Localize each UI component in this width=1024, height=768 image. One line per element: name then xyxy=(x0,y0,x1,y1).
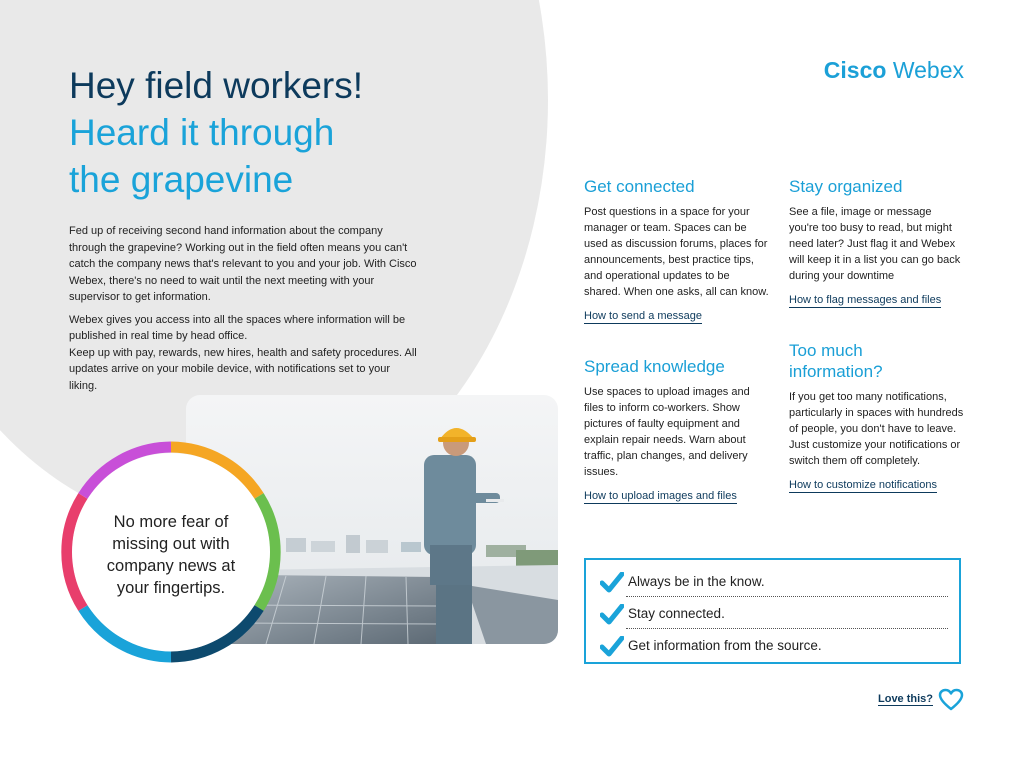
section-get-connected xyxy=(584,176,769,324)
intro-paragraph-3: Keep up with pay, rewards, new hires, health and safety procedures. All updates arrive on your mobile device, with notifications set to your liking. xyxy=(69,346,417,392)
cisco-webex-logo xyxy=(824,57,964,84)
upload-files-link[interactable]: How to upload images and files xyxy=(584,490,737,502)
customize-notifications-link[interactable]: How to customize notifications xyxy=(789,479,937,491)
checklist-panel xyxy=(584,558,961,664)
check-icon xyxy=(600,636,624,658)
section-too-much-information xyxy=(789,340,964,493)
heart-icon[interactable] xyxy=(938,688,964,712)
send-message-link[interactable]: How to send a message xyxy=(584,310,703,322)
section-body: See a file, image or message you're too busy to read, but might need later? Just flag it and Webex will keep it in a list you can go back during your downtime xyxy=(789,206,961,282)
section-body: If you get too many notifications, particularly in spaces with hundreds of people, you don't have to leave. Just customize your notifications or switch them off completely. xyxy=(789,391,964,467)
section-title: Spread knowledge xyxy=(584,357,725,376)
section-stay-organized xyxy=(789,176,964,308)
flag-messages-link[interactable]: How to flag messages and files xyxy=(789,294,942,306)
headline-line-3: the grapevine xyxy=(69,159,294,200)
section-title: Get connected xyxy=(584,177,695,196)
checklist-text: Stay connected. xyxy=(628,606,725,621)
headline-line-1: Hey field workers! xyxy=(69,65,364,106)
checklist-text: Always be in the know. xyxy=(628,574,765,589)
check-icon xyxy=(600,572,624,594)
checklist-item xyxy=(600,568,950,596)
page-headline xyxy=(69,62,363,203)
intro-paragraph-2: Webex gives you access into all the spaces where information will be published in real time by head office. xyxy=(69,313,406,342)
logo-brand: Cisco xyxy=(823,57,887,83)
callout-text: No more fear of missing out with company news at your fingertips. xyxy=(106,513,236,597)
headline-line-2: Heard it through xyxy=(69,112,335,153)
intro-text xyxy=(69,223,419,400)
section-title: Stay organized xyxy=(789,177,903,196)
section-body: Post questions in a space for your manager or team. Spaces can be used as discussion forums, places for announcements, best practice tips, and operational updates to be shared. When one asks, all can know. xyxy=(584,206,769,298)
love-this-label[interactable]: Love this? xyxy=(878,693,934,705)
check-icon xyxy=(600,604,624,626)
logo-product: Webex xyxy=(892,57,964,83)
intro-paragraph-1: Fed up of receiving second hand information about the company through the grapevine? Working out in the field often means you can't catch the company news that's relevant to you and your job. With Cisco Webex, there's no need to wait until the next meeting with your supervisor to get information. xyxy=(69,225,417,303)
checklist-item xyxy=(600,600,950,628)
section-spread-knowledge xyxy=(584,356,769,504)
divider xyxy=(626,628,948,629)
section-title: Too much information? xyxy=(789,341,883,381)
divider xyxy=(626,596,948,597)
section-body: Use spaces to upload images and files to inform co-workers. Show pictures of faulty equipment and explain repair needs. Warn about traffic, plan changes, and delivery issues. xyxy=(584,386,750,478)
checklist-item xyxy=(600,632,950,660)
checklist-text: Get information from the source. xyxy=(628,638,822,653)
